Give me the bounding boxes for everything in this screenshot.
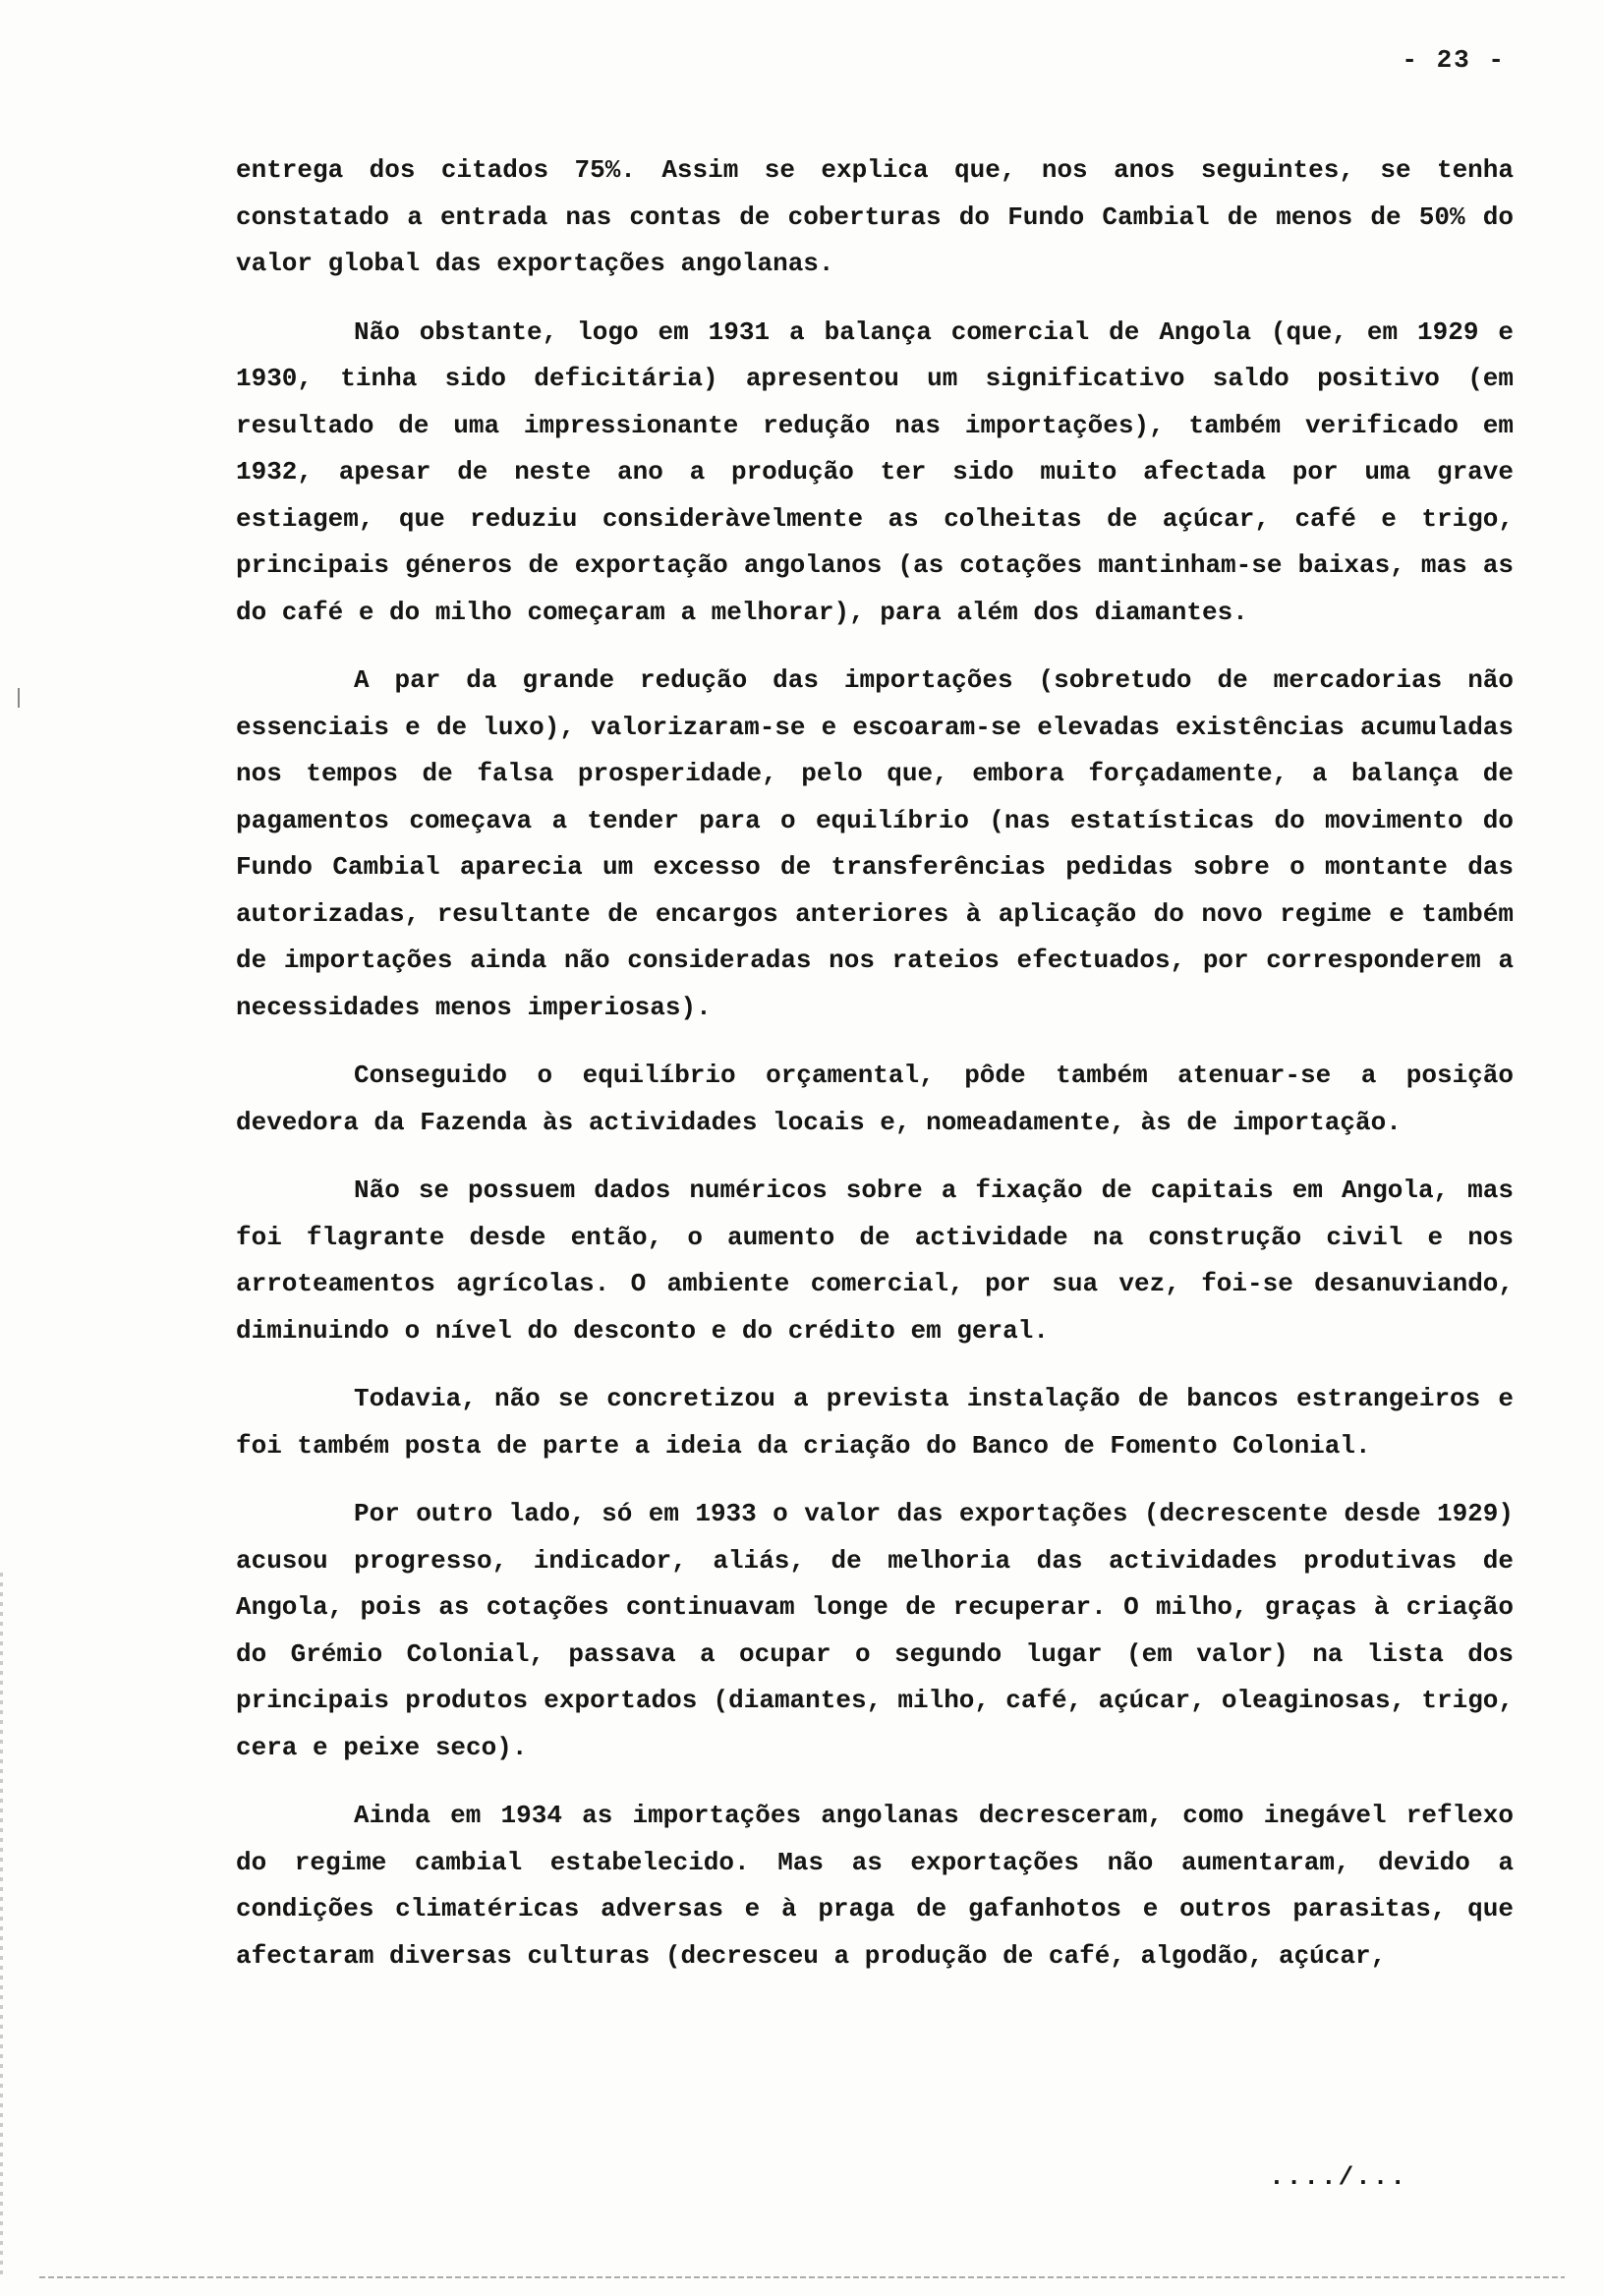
scan-bottom-edge [39,2276,1565,2278]
paragraph-3: A par da grande redução das importações (sobretudo de mercadorias não essenciais e de luxo), valorizaram-se e escoaram-se elevadas existências acumuladas nos tempos de falsa prosperidade, pelo que, embora forçadamente, a balança de pagamentos começava a tender para o equilíbrio (nas estatísticas do movimento do Fundo Cambial aparecia um excesso de transferências pedidas sobre o montante das autorizadas, resultante de encargos anteriores à aplicação do novo regime e também de importações ainda não consideradas nos rateios efectuados, por corresponderem a necessidades menos imperiosas). [236,665,1514,1022]
paragraph-1: entrega dos citados 75%. Assim se explica que, nos anos seguintes, se tenha constatado a entrada nas contas de coberturas do Fundo Cambial de menos de 50% do valor global das exportações angolanas. [236,155,1514,278]
scan-edge-artifact [0,1573,3,2280]
paragraph-6: Todavia, não se concretizou a prevista instalação de bancos estrangeiros e foi também posta de parte a ideia da criação do Banco de Fomento Colonial. [236,1384,1514,1461]
page-number: - 23 - [1402,45,1506,75]
paragraph-8: Ainda em 1934 as importações angolanas decresceram, como inegável reflexo do regime cambial estabelecido. Mas as exportações não aumentaram, devido a condições climatéricas adversas e à praga de gafanhotos e outros parasitas, que afectaram diversas culturas (decresceu a produção de café, algodão, açúcar, [236,1801,1514,1971]
continuation-mark: ..../... [1269,2162,1407,2192]
body-text [236,147,1514,2001]
paragraph-7: Por outro lado, só em 1933 o valor das exportações (decrescente desde 1929) acusou progresso, indicador, aliás, de melhoria das actividades produtivas de Angola, pois as cotações continuavam longe de recuperar. O milho, graças à criação do Grémio Colonial, passava a ocupar o segundo lugar (em valor) na lista dos principais produtos exportados (diamantes, milho, café, açúcar, oleaginosas, trigo, cera e peixe seco). [236,1499,1514,1762]
scan-speck [18,688,20,708]
paragraph-2: Não obstante, logo em 1931 a balança comercial de Angola (que, em 1929 e 1930, tinha sido deficitária) apresentou um significativo saldo positivo (em resultado de uma impressionante redução nas importações), também verificado em 1932, apesar de neste ano a produção ter sido muito afectada por uma grave estiagem, que reduziu consideràvelmente as colheitas de açúcar, café e trigo, principais géneros de exportação angolanos (as cotações mantinham-se baixas, mas as do café e do milho começaram a melhorar), para além dos diamantes. [236,316,1514,627]
paragraph-5: Não se possuem dados numéricos sobre a fixação de capitais em Angola, mas foi flagrante desde então, o aumento de actividade na construção civil e nos arroteamentos agrícolas. O ambiente comercial, por sua vez, foi-se desanuviando, diminuindo o nível do desconto e do crédito em geral. [236,1176,1514,1346]
paragraph-4: Conseguido o equilíbrio orçamental, pôde também atenuar-se a posição devedora da Fazenda às actividades locais e, nomeadamente, às de importação. [236,1061,1514,1137]
